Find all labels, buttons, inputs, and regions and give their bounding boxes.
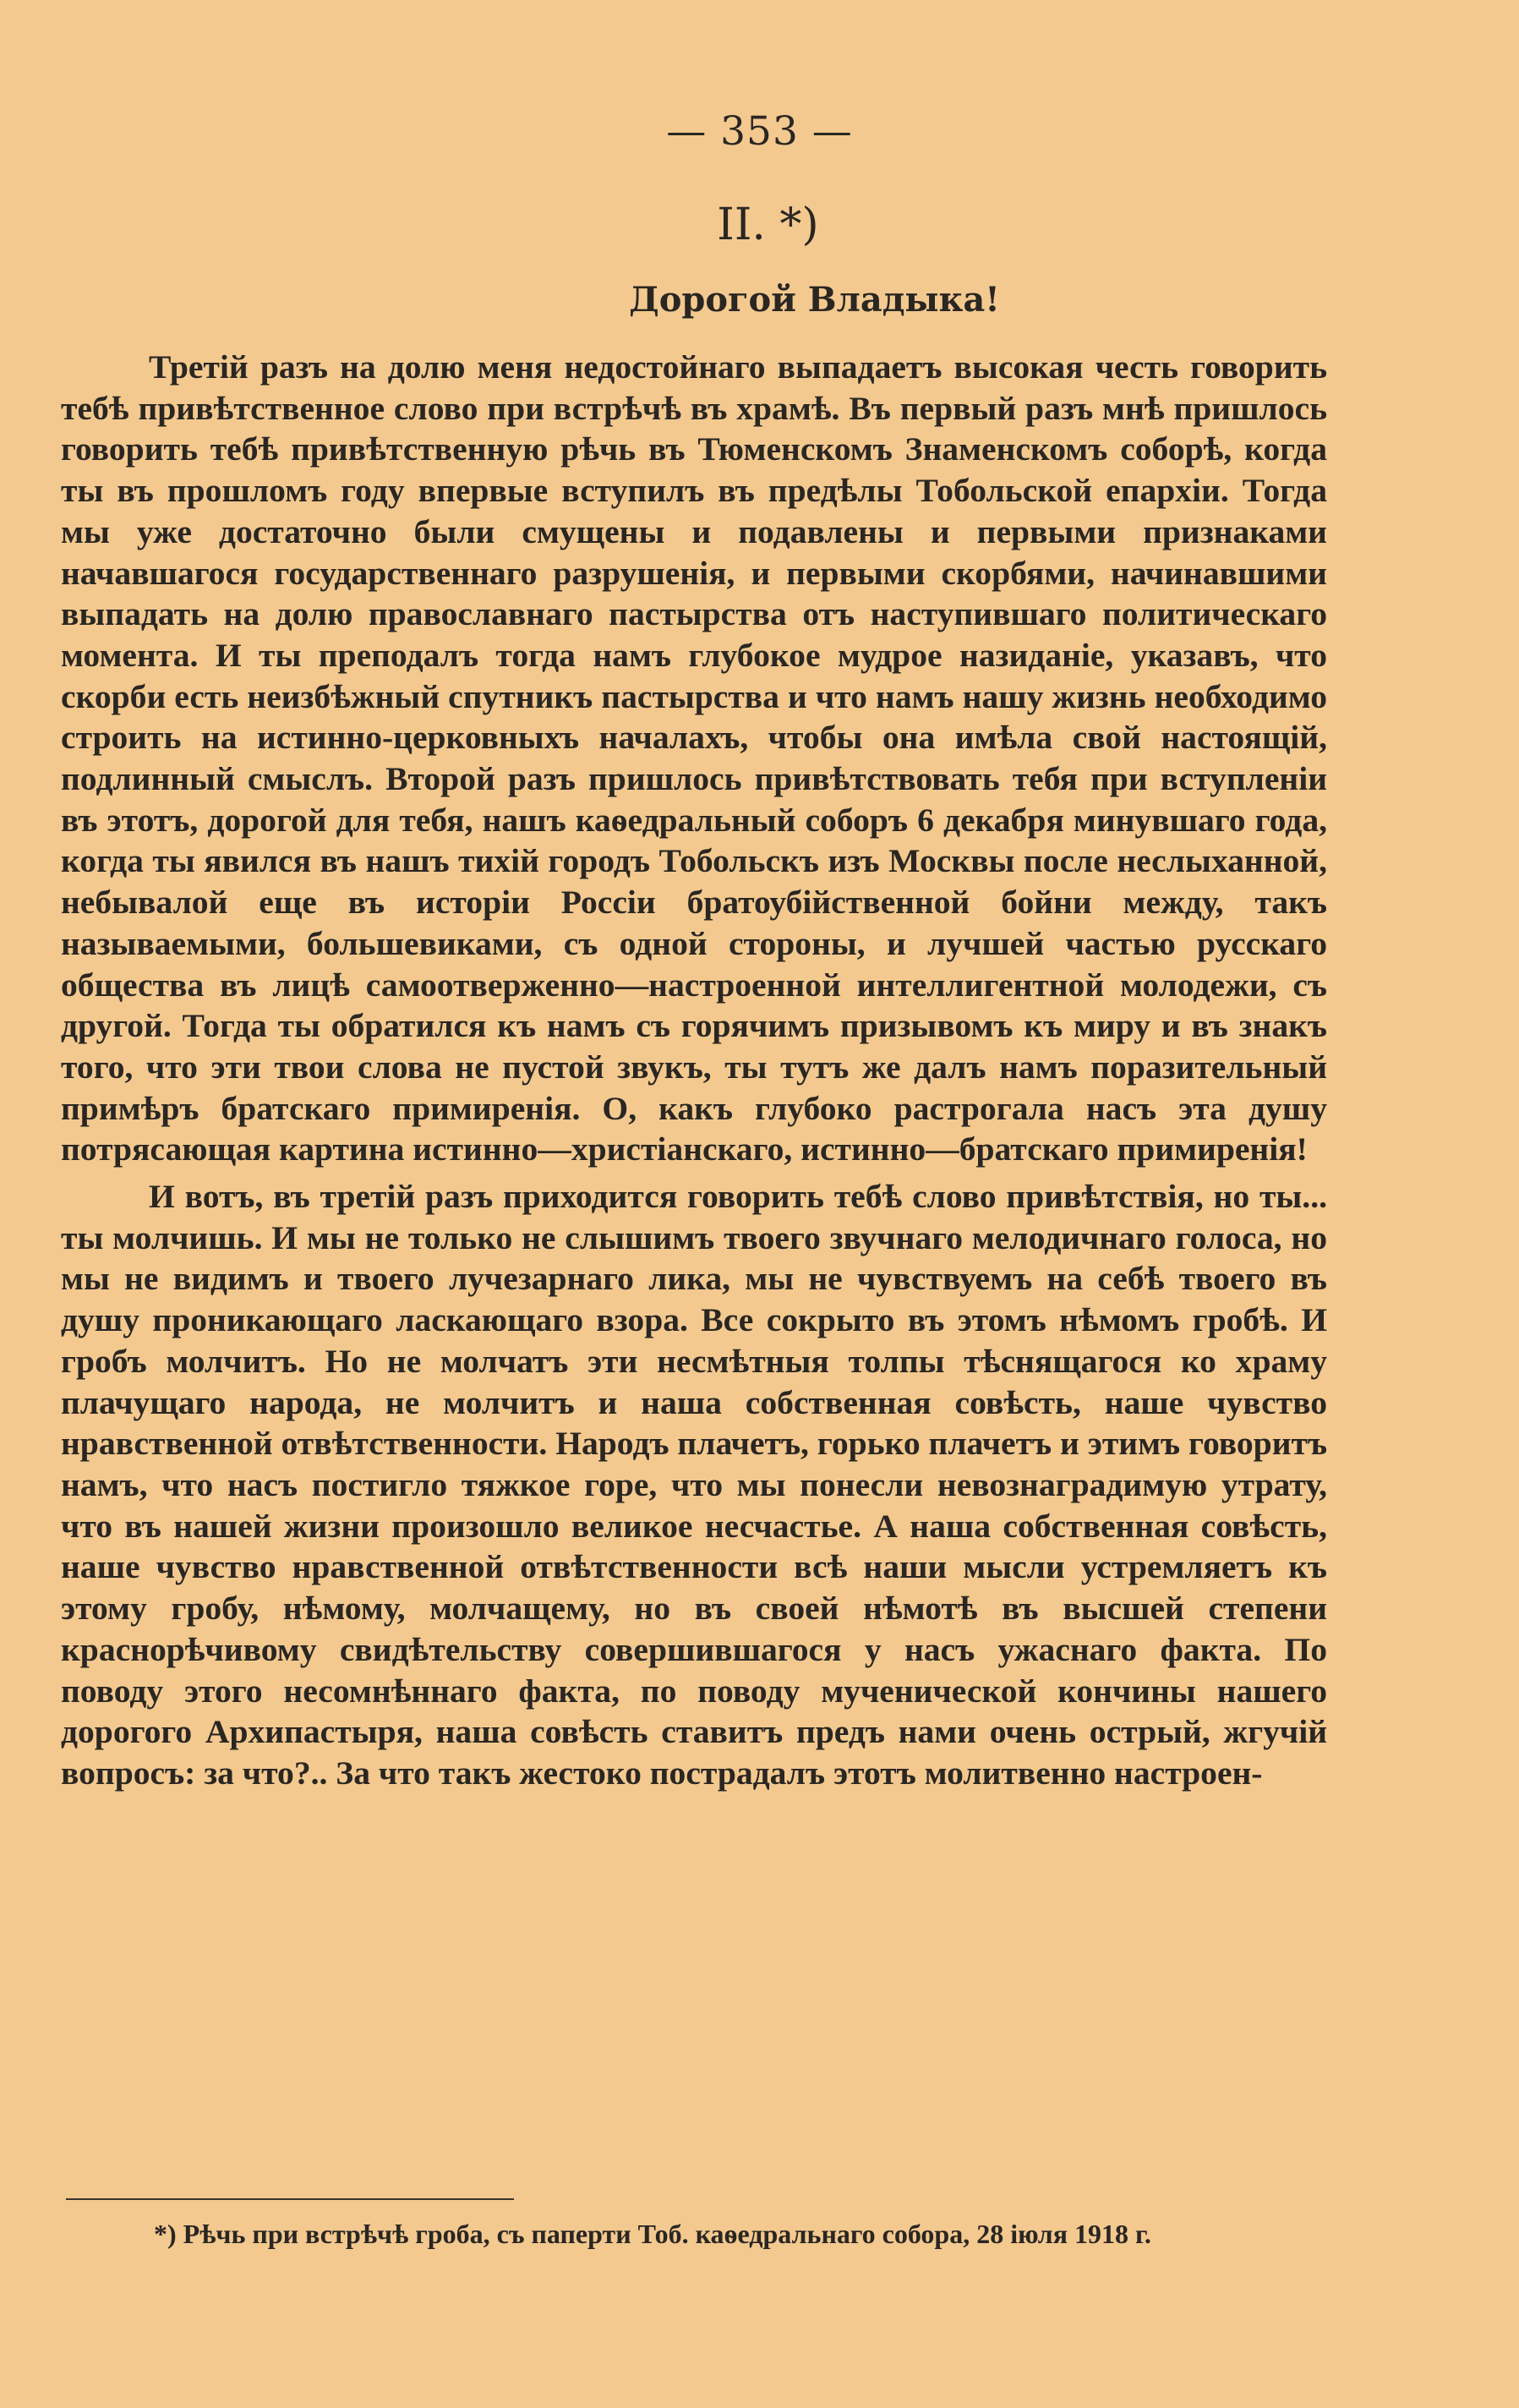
page-number: — 353 — <box>666 108 853 155</box>
paragraph: И вотъ, въ третій разъ приходится говорить тебѣ слово привѣтствія, но ты... ты молчишь. И мы не только не слышимъ твоего звучнаго мелодичнаго голоса, но мы не видимъ и твоего лучезарнаго лика, мы не чувствуемъ на себѣ твоего въ душу проникающаго ласкающаго взора. Все сокрыто въ этомъ нѣмомъ гробѣ. И гробъ молчитъ. Но не молчатъ эти несмѣтныя толпы тѣснящагося ко храму плачущаго народа, не молчитъ и наша собственная совѣсть, наше чувство нравственной отвѣтственности. Народъ плачетъ, горько плачетъ и этимъ говоритъ намъ, что насъ постигло тяжкое горе, что мы понесли невознаградимую утрату, что въ нашей жизни произошло великое несчастье. А наша собственная совѣсть, наше чувство нравственной отвѣтственности всѣ наши мысли устремляетъ къ этому гробу, нѣмому, молчащему, но въ своей нѣмотѣ въ высшей степени краснорѣчивому свидѣтельству совершившагося у насъ ужаснаго факта. По поводу этого несомнѣннаго факта, по поводу мученической кончины нашего дорогого Архипастыря, наша совѣсть ставитъ предъ нами очень острый, жгучій вопросъ: за что?.. За что такъ жестоко пострадалъ этотъ молитвенно настроен- <box>61 1178 1328 1792</box>
body-text <box>61 347 1327 1794</box>
footnote: *) Рѣчь при встрѣчѣ гроба, съ паперти Тоб. каѳедральнаго собора, 28 іюля 1918 г. <box>154 2219 1151 2249</box>
paragraph: Третій разъ на долю меня недостойнаго выпадаетъ высокая честь говорить тебѣ привѣтственное слово при встрѣчѣ въ храмѣ. Въ первый разъ мнѣ пришлось говорить тебѣ привѣтственную рѣчь въ Тюменскомъ Знаменскомъ соборѣ, когда ты въ прошломъ году впервые вступилъ въ предѣлы Тобольской епархіи. Тогда мы уже достаточно были смущены и подавлены и первыми признаками начавшагося государственнаго разрушенія, и первыми скорбями, начинавшими выпадать на долю православнаго пастырства отъ наступившаго политическаго момента. И ты преподалъ тогда намъ глубокое мудрое назиданіе, указавъ, что скорби есть неизбѣжный спутникъ пастырства и что намъ нашу жизнь необходимо строить на истинно-церковныхъ началахъ, чтобы она имѣла свой настоящій, подлинный смыслъ. Второй разъ пришлось привѣтствовать тебя при вступленіи въ этотъ, дорогой для тебя, нашъ каѳедральный соборъ 6 декабря минувшаго года, когда ты явился въ нашъ тихій городъ Тобольскъ изъ Москвы после неслыханной, небывалой еще въ исторіи Россіи братоубійственной бойни между, такъ называемыми, большевиками, съ одной стороны, и лучшей частью русскаго общества въ лицѣ самоотверженно—настроенной интеллигентной молодежи, съ другой. Тогда ты обратился къ намъ съ горячимъ призывомъ къ миру и въ знакъ того, что эти твои слова не пустой звукъ, ты тутъ же далъ намъ поразительный примѣръ братскаго примиренія. О, какъ глубоко растрогала насъ эта душу потрясающая картина истинно—христіанскаго, истинно—братскаго примиренія! <box>61 348 1327 1168</box>
section-heading: II. *) <box>717 200 819 250</box>
salutation: Дорогой Владыка! <box>629 280 1000 320</box>
footnote-divider <box>66 2198 514 2200</box>
